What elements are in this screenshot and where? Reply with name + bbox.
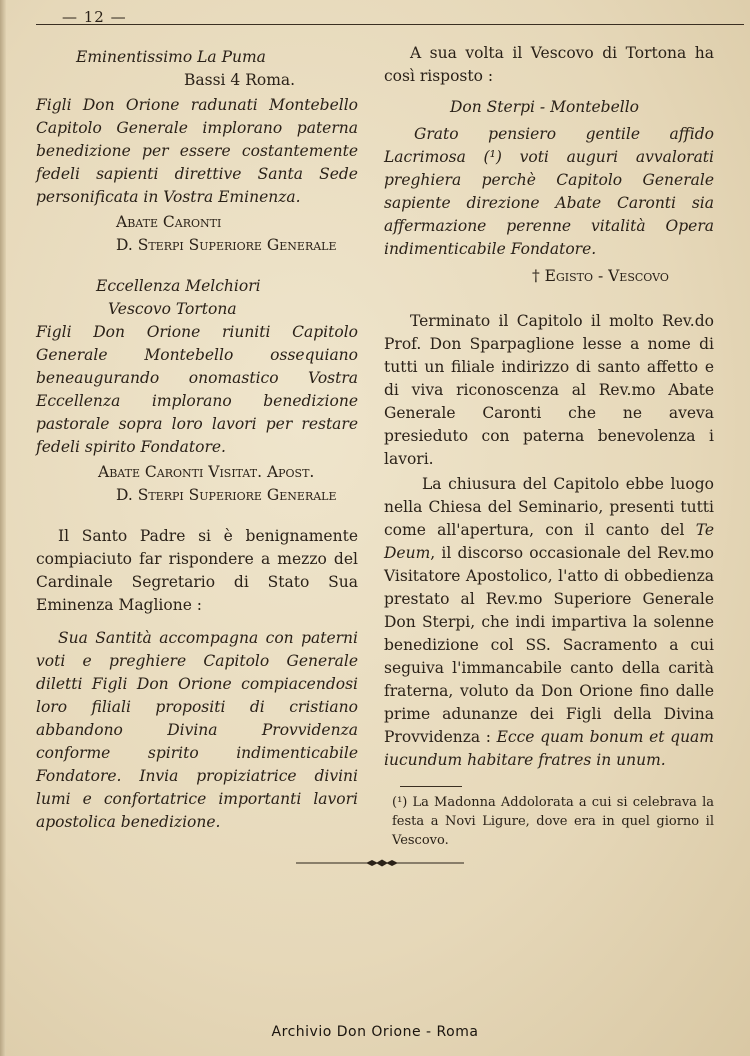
ornament-divider-icon bbox=[296, 858, 464, 868]
footnote: (¹) La Madonna Addolorata a cui si celebrava la festa a Novi Ligure, dove era in quel giorno il Vescovo. bbox=[392, 795, 714, 848]
header-rule bbox=[36, 24, 744, 25]
bishop-signature: † Egisto - Vescovo bbox=[532, 267, 669, 285]
telegram-1-address: Bassi 4 Roma. bbox=[184, 71, 296, 89]
holy-father-reply: Sua Santità accompagna con paterni voti e preghiere Capitolo Generale diletti Figli Don Orione compiacendosi loro filiali propositi di cristiano abbandono Divina Provvidenza conforme spirito indimenticabile Fondatore. Invia propiziatrice divini lumi e confortatrice importanti lavori apostolica benedizione. bbox=[36, 629, 358, 831]
telegram-2-addressee: Eccellenza Melchiori bbox=[96, 277, 261, 295]
page-edge bbox=[0, 0, 6, 1056]
archive-caption: Archivio Don Orione - Roma bbox=[271, 1024, 479, 1040]
telegram-1-signature-1: Abate Caronti bbox=[116, 213, 222, 231]
right-column bbox=[384, 42, 714, 850]
paragraph-2-text-b: , il discorso occasionale del Rev.mo Visitatore Apostolico, l'atto di obbedienza prestato al Rev.mo Superiore Generale Don Sterpi, che indi impartiva la solenne benedizione col SS. Sacramento a cui seguiva l'immancabile canto della carità fraterna, voluto da Don Orione fino dalle prime adunanze dei Figli della Divina Provvidenza : bbox=[384, 544, 714, 746]
telegram-2-signature-2: D. Sterpi Superiore Generale bbox=[116, 486, 337, 504]
telegram-1-body: Figli Don Orione radunati Montebello Capitolo Generale implorano paterna benedizione per essere costantemente fedeli sapienti direttive Santa Sede personificata in Vostra Eminenza. bbox=[36, 96, 358, 206]
page-number: — 12 — bbox=[62, 8, 127, 26]
telegram-1-signature-2: D. Sterpi Superiore Generale bbox=[116, 236, 337, 254]
telegram-2-signature-1: Abate Caronti Visitat. Apost. bbox=[98, 463, 315, 481]
footnote-rule bbox=[400, 786, 462, 787]
bishop-telegram-addressee: Don Sterpi - Montebello bbox=[450, 98, 639, 116]
bishop-telegram-body: Grato pensiero gentile affido Lacrimosa (¹) voti auguri avvalorati preghiera perchè Capitolo Generale sapiente direzione Abate Caronti sia affermazione perenne vitalità Opera indimenticabile Fondatore. bbox=[384, 125, 714, 258]
chapter-close-paragraph-2 bbox=[384, 473, 714, 772]
chapter-close-paragraph-1: Terminato il Capitolo il molto Rev.do Prof. Don Sparpaglione lesse a nome di tutti un filiale indirizzo di santo affetto e di viva riconoscenza al Rev.mo Abate Generale Caronti che ne aveva presieduto con paterna benevolenza i lavori. bbox=[384, 312, 714, 468]
bishop-reply-intro: A sua volta il Vescovo di Tortona ha così risposto : bbox=[384, 44, 714, 85]
paragraph-2-text-a: La chiusura del Capitolo ebbe luogo nella Chiesa del Seminario, presenti tutti come all'apertura, con il canto del bbox=[384, 475, 714, 539]
latin-quote: Ecce quam bonum et quam iucundum habitare fratres in unum. bbox=[384, 728, 714, 769]
te-deum: Te Deum bbox=[384, 521, 714, 562]
left-column bbox=[36, 46, 358, 834]
holy-father-intro: Il Santo Padre si è benignamente compiaciuto far rispondere a mezzo del Cardinale Segretario di Stato Sua Eminenza Maglione : bbox=[36, 527, 358, 614]
telegram-2-body: Figli Don Orione riuniti Capitolo Generale Montebello ossequiano beneaugurando onomastico Vostra Eccellenza implorano benedizione pastorale sopra loro lavori per restare fedeli spirito Fondatore. bbox=[36, 323, 358, 456]
telegram-1-addressee: Eminentissimo La Puma bbox=[76, 48, 266, 66]
telegram-2-address: Vescovo Tortona bbox=[108, 300, 237, 318]
